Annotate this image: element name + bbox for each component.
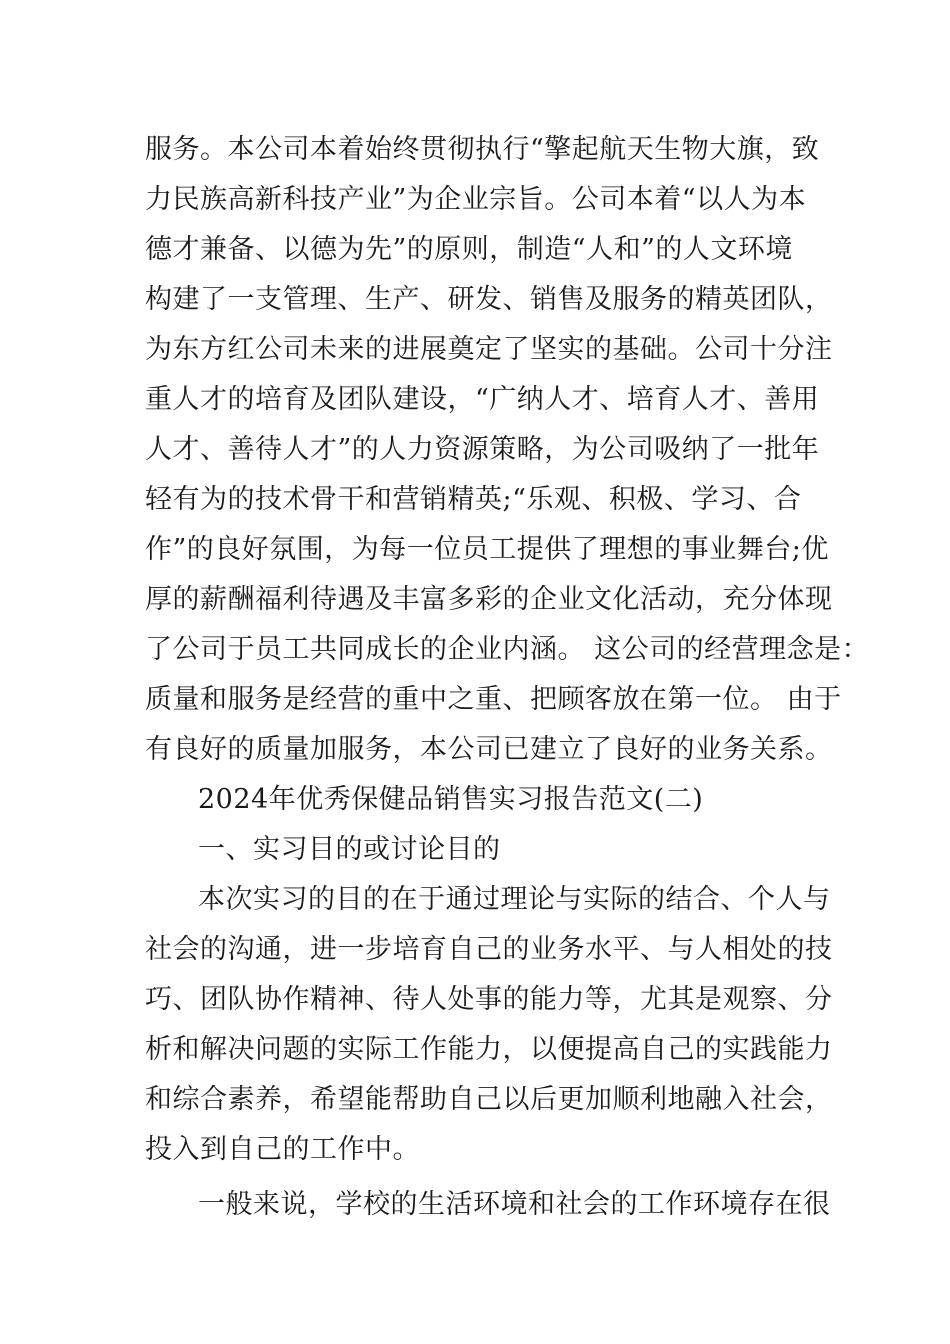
text-line-18: 巧、团队协作精神、待人处事的能力等，尤其是观察、分 [145,984,833,1015]
text-line-10: 厚的薪酬福利待遇及丰富多彩的企业文化活动，充分体现 [145,584,833,615]
text-line-9: 作”的良好氛围，为每一位员工提供了理想的事业舞台;优 [145,534,829,565]
text-line-16: 本次实习的目的在于通过理论与实际的结合、个人与 [198,884,831,915]
text-line-6: 重人才的培育及团队建设，“广纳人才、培育人才、善用 [145,384,820,415]
text-line-19: 析和解决问题的实际工作能力，以便提高自己的实践能力 [145,1034,833,1065]
text-line-17: 社会的沟通，进一步培育自己的业务水平、与人相处的技 [145,934,833,965]
text-line-5: 为东方红公司未来的进展奠定了坚实的基础。公司十分注 [145,334,833,365]
text-line-4: 构建了一支管理、生产、研发、销售及服务的精英团队， [145,284,833,315]
text-line-22: 一般来说，学校的生活环境和社会的工作环境存在很 [198,1189,831,1220]
text-line-11: 了公司于员工共同成长的企业内涵。 这公司的经营理念是： [145,634,870,665]
text-line-3: 德才兼备、以德为先”的原则，制造“人和”的人文环境 [145,234,793,265]
section-heading: 一、实习目的或讨论目的 [198,834,501,865]
text-line-12: 质量和服务是经营的重中之重、把顾客放在第一位。 由于 [145,684,842,715]
section-title: 2024年优秀保健品销售实习报告范文(二) [198,784,704,815]
text-line-2: 力民族高新科技产业”为企业宗旨。公司本着“以人为本 [145,184,807,215]
text-line-1: 服务。本公司本着始终贯彻执行“擎起航天生物大旗，致 [145,134,820,165]
text-line-7: 人才、善待人才”的人力资源策略，为公司吸纳了一批年 [145,434,820,465]
text-line-13: 有良好的质量加服务，本公司已建立了良好的业务关系。 [145,734,833,765]
text-line-21: 投入到自己的工作中。 [145,1134,420,1165]
text-line-8: 轻有为的技术骨干和营销精英;“乐观、积极、学习、合 [145,484,802,515]
text-line-20: 和综合素养，希望能帮助自己以后更加顺利地融入社会， [145,1084,833,1115]
